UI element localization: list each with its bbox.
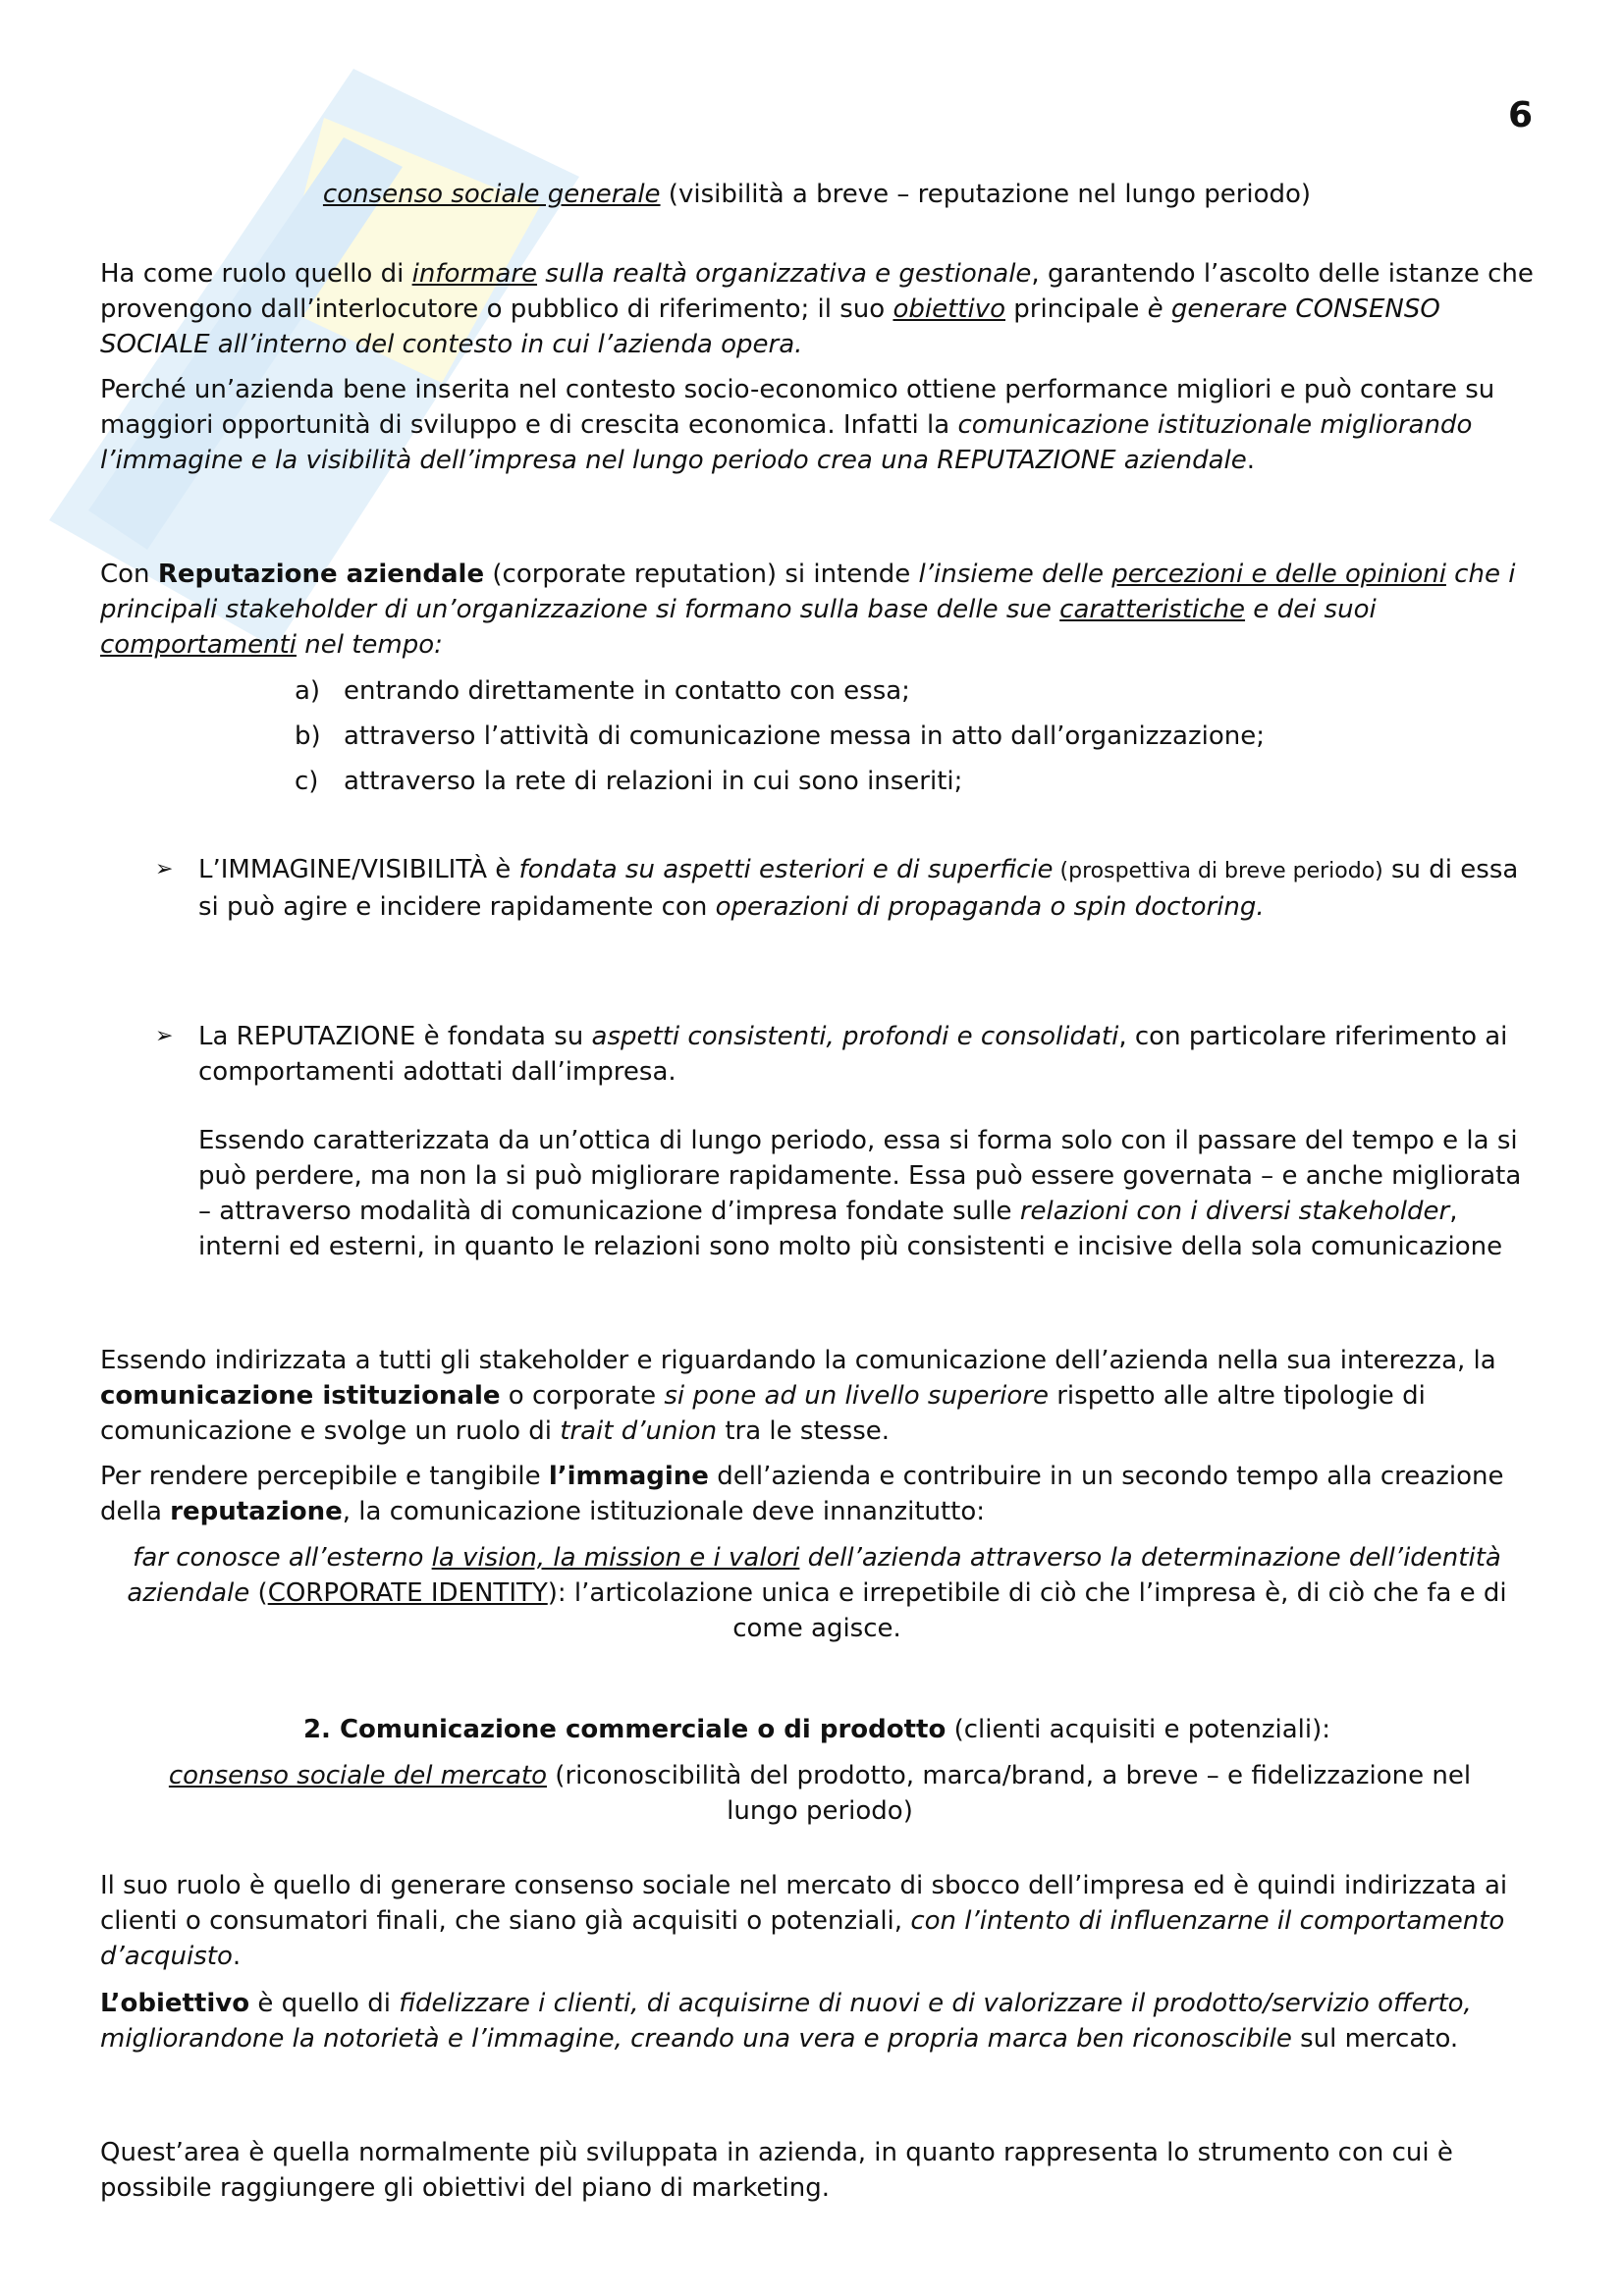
text-run: trait d’union xyxy=(560,1416,718,1446)
text-run: Il suo ruolo è quello di generare consenso sociale nel mercato di sbocco dell’impresa ed è quindi indirizzata ai clienti o consumatori finali, che siano già acquisiti o potenziali, xyxy=(100,1871,1508,1936)
text-run: . xyxy=(1246,446,1256,475)
text-run: ): l’articolazione unica e irrepetibile di ciò che l’impresa è, di ciò che fa e di come agisce. xyxy=(547,1578,1507,1643)
text-run: Quest’area è quella normalmente più sviluppata in azienda, in quanto rappresenta lo strumento con cui è possibile raggiungere gli obiettivi del piano di marketing. xyxy=(100,2138,1453,2203)
text-run: Con xyxy=(100,560,158,589)
text-run: ( xyxy=(249,1578,268,1608)
text-run: . xyxy=(232,1942,242,1971)
text-run: Reputazione aziendale xyxy=(157,560,485,589)
text-run: aspetti consistenti, profondi e consolidati xyxy=(591,1022,1119,1051)
text-run: CORPORATE IDENTITY xyxy=(267,1578,548,1608)
arrow-bullet-icon: ➢ xyxy=(155,857,174,881)
text-run: con l’intento di influenzarne il comportamento d’acquisto xyxy=(100,1906,1505,1971)
text-run: operazioni di propaganda o spin doctoring. xyxy=(715,892,1265,922)
paragraph-image xyxy=(100,1459,1534,1529)
text-run: Ha come ruolo quello di xyxy=(100,259,412,289)
text-run: , interni ed esterni, in quanto le relazioni sono molto più consistenti e incisive della sola comunicazione xyxy=(198,1197,1503,1261)
text-run: caratteristiche xyxy=(1059,595,1246,624)
text-run: sul mercato. xyxy=(1291,2024,1459,2054)
text-run: L’obiettivo xyxy=(100,1989,250,2018)
text-run: comunicazione istituzionale xyxy=(100,1381,501,1411)
text-run: è generare CONSENSO SOCIALE all’interno del contesto in cui l’azienda opera. xyxy=(100,294,1440,359)
text-run: (prospettiva di breve periodo) xyxy=(1053,859,1383,883)
arrow-bullet-icon: ➢ xyxy=(155,1024,174,1048)
text-run: e dei suoi xyxy=(1245,595,1377,624)
text-run: reputazione xyxy=(170,1497,343,1526)
text-run: comportamenti xyxy=(100,630,297,660)
paragraph-institutional xyxy=(100,1343,1534,1449)
list-item xyxy=(295,673,910,709)
list-marker: a) xyxy=(295,676,321,706)
text-run: obiettivo xyxy=(893,294,1005,324)
text-run: comunicazione istituzionale migliorando l’immagine e la visibilità dell’impresa nel lungo periodo crea una REPUTAZIONE aziendale xyxy=(100,410,1473,475)
text-run: consenso sociale del mercato xyxy=(168,1761,548,1790)
text-run: si pone ad un livello superiore xyxy=(664,1381,1049,1411)
text-run: 2. Comunicazione commerciale o di prodotto xyxy=(302,1715,947,1744)
paragraph-role xyxy=(100,256,1534,362)
section-heading xyxy=(100,1712,1534,1747)
text-run: relazioni con i diversi stakeholder xyxy=(1019,1197,1450,1226)
text-run: rispetto alle altre tipologie di comunicazione e svolge un ruolo di xyxy=(100,1381,1426,1446)
list-text: attraverso la rete di relazioni in cui sono inseriti; xyxy=(344,767,963,796)
bullet-text xyxy=(198,852,1534,925)
text-run: che i principali stakeholder di un’organizzazione si formano sulla base delle sue xyxy=(100,560,1516,624)
text-run: è quello di xyxy=(249,1989,400,2018)
text-run: Essendo indirizzata a tutti gli stakeholder e riguardando la comunicazione dell’azienda nella sua interezza, la xyxy=(100,1346,1496,1375)
text-run: (riconoscibilità del prodotto, marca/brand, a breve – e fidelizzazione nel lungo periodo) xyxy=(547,1761,1472,1826)
text-run: (clienti acquisiti e potenziali): xyxy=(946,1715,1331,1744)
paragraph-identity xyxy=(100,1540,1534,1646)
text-run: , garantendo l’ascolto delle istanze che provengono dall’interlocutore o pubblico di riferimento; il suo xyxy=(100,259,1534,324)
text-run: dell’azienda attraverso la determinazione dell’identità aziendale xyxy=(127,1543,1501,1608)
paragraph-reputation xyxy=(100,557,1534,663)
bullet-detail xyxy=(198,1123,1534,1264)
text-run: fidelizzare i clienti, di acquisirne di nuovi e di valorizzare il prodotto/servizio offerto, migliorandone la notorietà e l’immagine, creando una vera e propria marca ben riconoscibile xyxy=(100,1989,1472,2054)
text-run: sulla realtà organizzativa e gestionale xyxy=(537,259,1032,289)
text-run: Per rendere percepibile e tangibile xyxy=(100,1462,549,1491)
text-run: su di essa si può agire e incidere rapidamente con xyxy=(198,855,1519,922)
text-run: l’insieme delle xyxy=(918,560,1112,589)
list-marker: c) xyxy=(295,767,319,796)
text-run: fondata su aspetti esteriori e di superficie xyxy=(518,855,1054,884)
paragraph-marketing xyxy=(100,2135,1534,2206)
text-run: L’IMMAGINE/VISIBILITÀ è xyxy=(198,855,519,884)
text-run: percezioni e delle opinioni xyxy=(1111,560,1446,589)
bullet-reputation xyxy=(155,1019,1534,1264)
bullet-text xyxy=(198,1019,1534,1090)
paragraph-why xyxy=(100,372,1534,478)
text-run: , la comunicazione istituzionale deve innanzitutto: xyxy=(342,1497,986,1526)
text-run: La REPUTAZIONE è fondata su xyxy=(198,1022,592,1051)
intro-line xyxy=(100,177,1534,212)
paragraph-commercial-role xyxy=(100,1868,1534,1974)
text-run: consenso sociale generale xyxy=(322,180,661,209)
list-text: attraverso l’attività di comunicazione messa in atto dall’organizzazione; xyxy=(344,721,1265,751)
text-run: dell’azienda e contribuire in un secondo tempo alla creazione della xyxy=(100,1462,1504,1526)
page-number: 6 xyxy=(1508,95,1534,135)
market-consensus-line xyxy=(167,1758,1473,1829)
list-text: entrando direttamente in contatto con essa; xyxy=(344,676,910,706)
text-run: Perché un’azienda bene inserita nel contesto socio-economico ottiene performance migliori e può contare su maggiori opportunità di sviluppo e di crescita economica. Infatti la xyxy=(100,375,1495,440)
text-run: o corporate xyxy=(500,1381,665,1411)
list-item xyxy=(295,764,962,799)
list-item xyxy=(295,719,1265,754)
text-run: l’immagine xyxy=(548,1462,709,1491)
text-run: la vision, la mission e i valori xyxy=(431,1543,800,1573)
text-run: (visibilità a breve – reputazione nel lungo periodo) xyxy=(660,180,1312,209)
text-run: tra le stesse. xyxy=(717,1416,890,1446)
text-run: , con particolare riferimento ai comportamenti adottati dall’impresa. xyxy=(198,1022,1508,1087)
text-run: nel tempo: xyxy=(296,630,443,660)
paragraph-objective xyxy=(100,1986,1534,2056)
text-run: Essendo caratterizzata da un’ottica di lungo periodo, essa si forma solo con il passare del tempo e la si può perdere, ma non la si può migliorare rapidamente. Essa può essere governata – e anche migliorata – attraverso modalità di comunicazione d’impresa fondate sulle xyxy=(198,1126,1522,1226)
text-run: informare xyxy=(411,259,538,289)
text-run: far conosce all’esterno xyxy=(133,1543,432,1573)
list-marker: b) xyxy=(295,721,321,751)
text-run: (corporate reputation) si intende xyxy=(484,560,919,589)
text-run: principale xyxy=(1005,294,1148,324)
bullet-image xyxy=(155,852,1534,925)
